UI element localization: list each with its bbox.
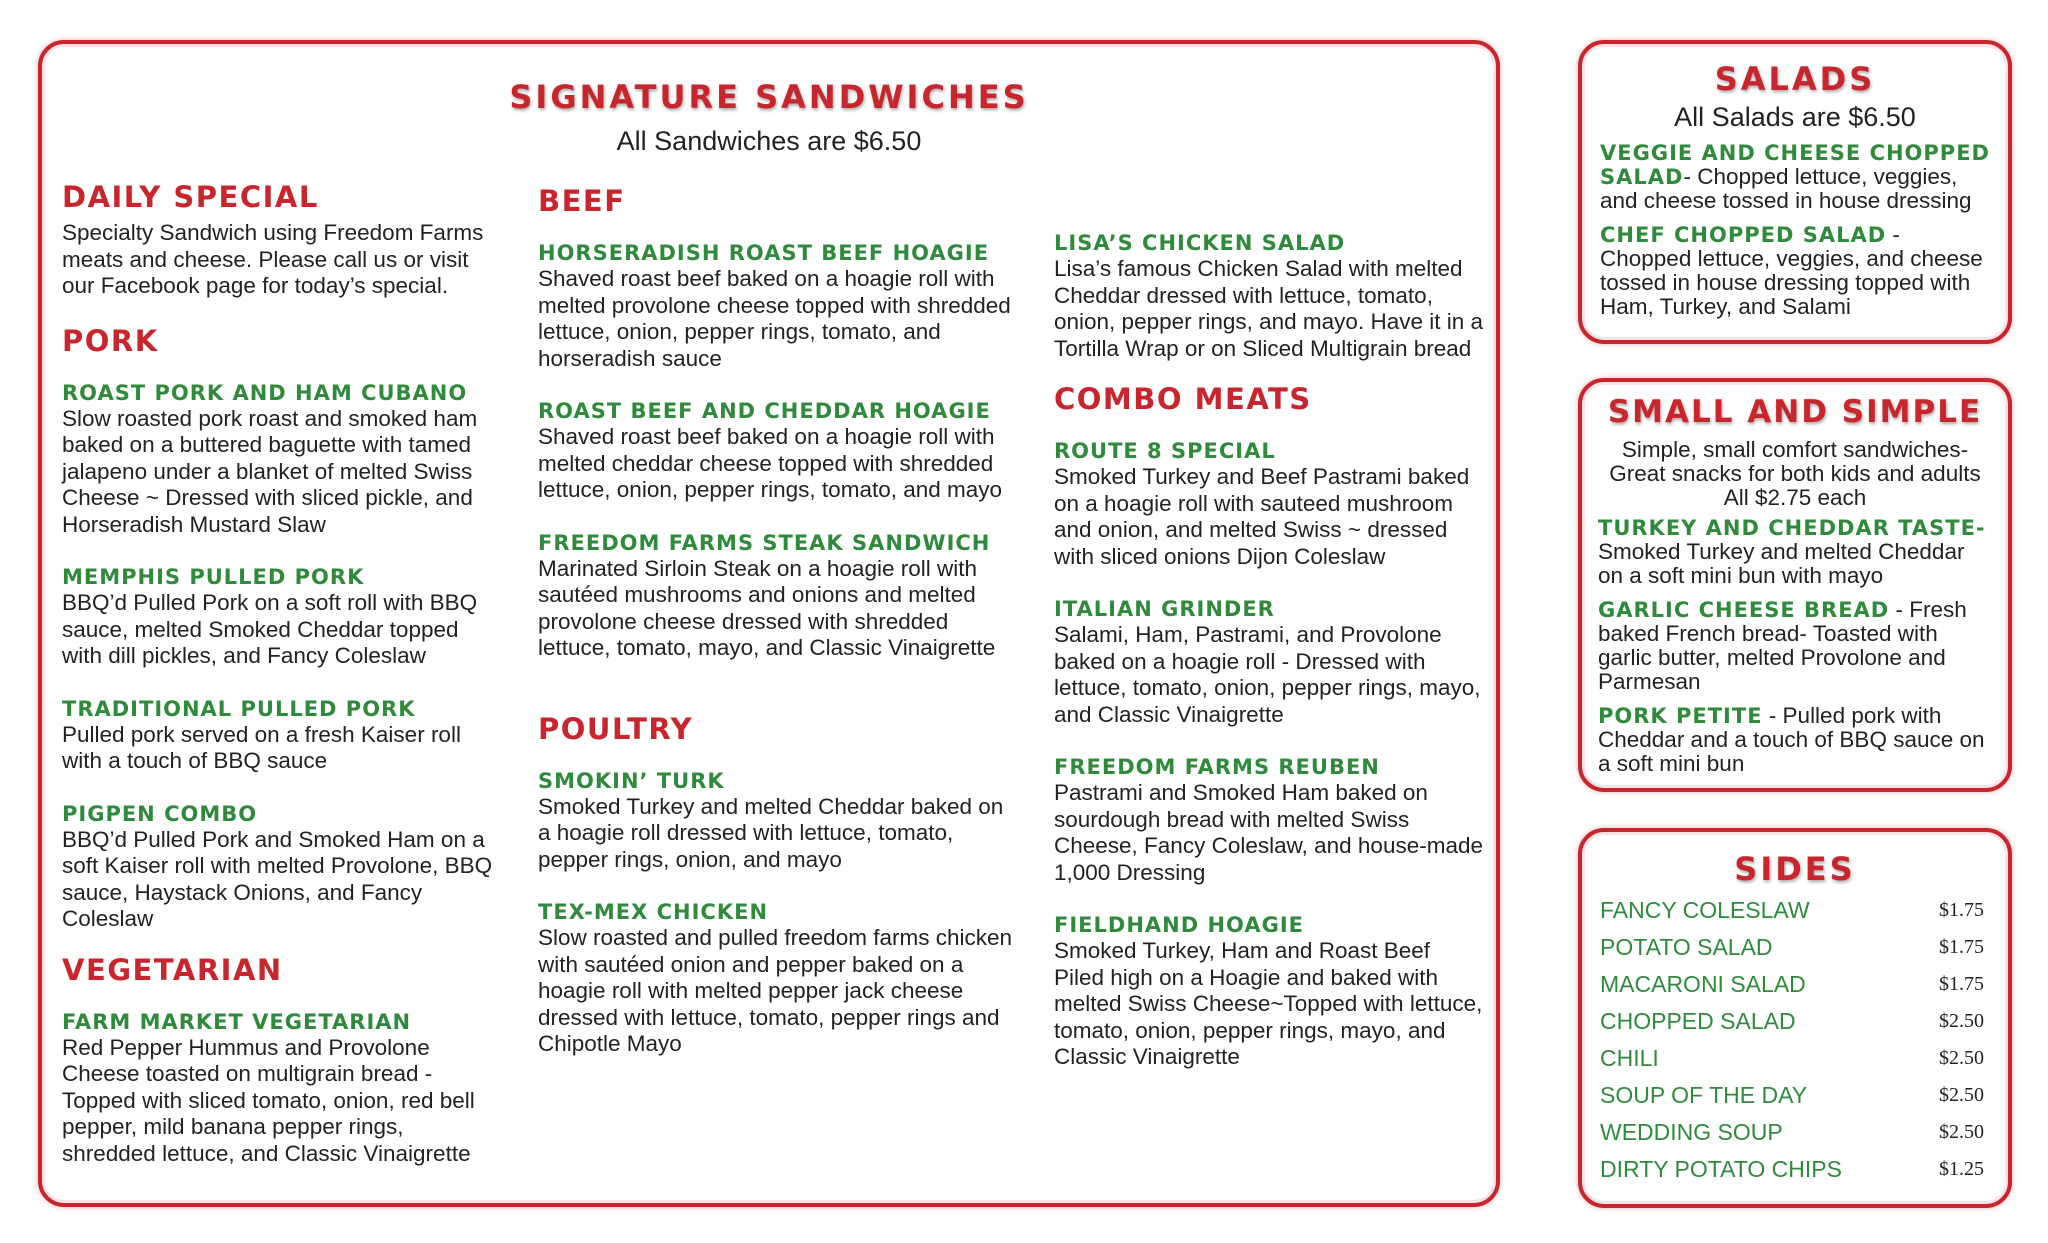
- small-item: [1598, 704, 1994, 776]
- menu-item-desc: Shaved roast beef baked on a hoagie roll with melted cheddar cheese topped with shredded lettuce, onion, pepper rings, tomato, and mayo: [538, 424, 1003, 502]
- salad-item-desc: - Chopped lettuce, veggies, and cheese tossed in house dressing: [1600, 164, 1972, 213]
- category-pork: PORK: [62, 323, 159, 358]
- menu-item-name: ROAST BEEF AND CHEDDAR HOAGIE: [538, 399, 991, 423]
- menu-item-name: ROUTE 8 SPECIAL: [1054, 439, 1276, 463]
- menu-item-desc: BBQ’d Pulled Pork on a soft roll with BBQ sauce, melted Smoked Cheddar topped with dill pickles, and Fancy Coleslaw: [62, 590, 478, 668]
- menu-item: [62, 564, 502, 670]
- menu-item-desc: Specialty Sandwich using Freedom Farms meats and cheese. Please call us or visit our Facebook page for today’s special.: [62, 220, 484, 298]
- menu-item-name: LISA’S CHICKEN SALAD: [1054, 231, 1346, 255]
- category-daily-special: DAILY SPECIAL: [62, 180, 319, 214]
- side-price: $2.50: [1939, 1010, 1984, 1032]
- menu-item: [62, 801, 502, 933]
- menu-item-name: ITALIAN GRINDER: [1054, 597, 1275, 621]
- menu-item-desc: Smoked Turkey and Beef Pastrami baked on a hoagie roll with sauteed mushroom and onion, and melted Swiss ~ dressed with sliced onions Dijon Coleslaw: [1054, 464, 1470, 569]
- side-price: $2.50: [1939, 1121, 1984, 1143]
- small-item: [1598, 516, 1994, 588]
- menu-item-name: FREEDOM FARMS STEAK SANDWICH: [538, 530, 991, 555]
- side-row: [1600, 1040, 1984, 1077]
- small-item-desc: - Pulled pork with Cheddar and a touch of BBQ sauce on a soft mini bun: [1598, 703, 1985, 776]
- side-price: $1.75: [1939, 973, 1984, 995]
- sides-list: [1582, 888, 2008, 1188]
- small-and-simple-panel: [1578, 378, 2012, 792]
- menu-item: [62, 1009, 502, 1168]
- menu-item: [1054, 438, 1484, 570]
- side-price: $2.50: [1939, 1084, 1984, 1106]
- salad-item: [1600, 223, 1992, 319]
- small-item: [1598, 598, 1994, 694]
- menu-item: [1054, 230, 1484, 362]
- category-combo-meats: COMBO MEATS: [1054, 382, 1312, 416]
- menu-item-name: FARM MARKET VEGETARIAN: [62, 1009, 412, 1034]
- side-row: [1600, 1003, 1984, 1040]
- sides-panel: [1578, 828, 2012, 1208]
- side-name: CHILI: [1600, 1045, 1659, 1071]
- menu-item-desc: Red Pepper Hummus and Provolone Cheese toasted on multigrain bread - Topped with sliced tomato, onion, red bell pepper, mild banana pepper rings, shredded lettuce, and Classic Vinaigrette: [62, 1034, 475, 1166]
- category-vegetarian: VEGETARIAN: [62, 952, 283, 987]
- menu-item: [1054, 754, 1484, 886]
- menu-item: [538, 768, 1016, 874]
- side-name: MACARONI SALAD: [1600, 971, 1806, 997]
- side-name: SOUP OF THE DAY: [1600, 1082, 1808, 1108]
- side-row: [1600, 929, 1984, 966]
- menu-column-3: [1054, 230, 1484, 1097]
- menu-item-desc: Marinated Sirloin Steak on a hoagie roll with sautéed mushrooms and onions and melted provolone cheese dressed with shredded lettuce, tomato, mayo, and Classic Vinaigrette: [538, 555, 996, 660]
- menu-item-desc: BBQ’d Pulled Pork and Smoked Ham on a soft Kaiser roll with melted Provolone, BBQ sauce, Haystack Onions, and Fancy Coleslaw: [62, 826, 493, 931]
- side-price: $2.50: [1939, 1047, 1984, 1069]
- menu-item-name: PIGPEN COMBO: [62, 801, 258, 826]
- menu-item-desc: Smoked Turkey, Ham and Roast Beef Piled high on a Hoagie and baked with melted Swiss Cheese~Topped with lettuce, tomato, onion, pepper rings, mayo, and Classic Vinaigrette: [1054, 938, 1483, 1069]
- salad-item-name: VEGGIE AND CHEESE CHOPPED SALAD: [1600, 141, 1990, 189]
- menu-item-name: ROAST PORK AND HAM CUBANO: [62, 380, 468, 405]
- menu-item-desc: Lisa’s famous Chicken Salad with melted Cheddar dressed with lettuce, tomato, onion, pepper rings, and mayo. Have it in a Tortilla Wrap or on Sliced Multigrain bread: [1054, 256, 1484, 361]
- small-and-simple-title: SMALL AND SIMPLE: [1607, 394, 1983, 430]
- side-price: $1.75: [1939, 899, 1984, 921]
- side-row: [1600, 892, 1984, 929]
- side-row: [1600, 1114, 1984, 1151]
- menu-item: [62, 220, 502, 300]
- category-poultry: POULTRY: [538, 711, 694, 746]
- signature-sandwiches-panel: [38, 40, 1500, 1207]
- salad-item-desc: - Chopped lettuce, veggies, and cheese tossed in house dressing topped with Ham, Turkey, and Salami: [1600, 222, 1983, 319]
- menu-item-name: TRADITIONAL PULLED PORK: [62, 696, 416, 721]
- menu-item-name: MEMPHIS PULLED PORK: [62, 565, 365, 589]
- menu-item-name: FREEDOM FARMS REUBEN: [1054, 755, 1380, 779]
- small-and-simple-note: Simple, small comfort sandwiches- Great snacks for both kids and adults All $2.75 each: [1609, 437, 1981, 510]
- small-list: [1582, 516, 2008, 776]
- salad-item-name: CHEF CHOPPED SALAD: [1600, 223, 1887, 247]
- side-name: FANCY COLESLAW: [1600, 897, 1810, 923]
- menu-item-desc: Slow roasted pork roast and smoked ham baked on a buttered baguette with tamed jalapeno under a blanket of melted Swiss Cheese ~ Dressed with sliced pickle, and Horseradish Mustard Slaw: [62, 405, 478, 537]
- menu-item-desc: Salami, Ham, Pastrami, and Provolone baked on a hoagie roll - Dressed with lettuce, tomato, onion, pepper rings, mayo, and Classic Vinaigrette: [1054, 622, 1481, 727]
- side-name: WEDDING SOUP: [1600, 1119, 1783, 1145]
- salad-item: [1600, 141, 1992, 213]
- small-item-desc: Smoked Turkey and melted Cheddar on a soft mini bun with mayo: [1598, 539, 1965, 588]
- menu-item-desc: Slow roasted and pulled freedom farms chicken with sautéed onion and pepper baked on a hoagie roll with melted pepper jack cheese dressed with lettuce, tomato, pepper rings and Chipotle Mayo: [538, 925, 1012, 1056]
- menu-item: [538, 530, 1016, 662]
- menu-item-desc: Shaved roast beef baked on a hoagie roll with melted provolone cheese topped with shredded lettuce, onion, pepper rings, tomato, and horseradish sauce: [538, 266, 1011, 371]
- menu-item: [62, 380, 502, 539]
- menu-item: [538, 899, 1016, 1058]
- sandwiches-price-note: All Sandwiches are $6.50: [616, 126, 922, 156]
- menu-item: [1054, 596, 1484, 728]
- side-price: $1.25: [1939, 1158, 1984, 1180]
- side-price: $1.75: [1939, 936, 1984, 958]
- side-row: [1600, 1151, 1984, 1188]
- menu-item-desc: Pastrami and Smoked Ham baked on sourdough bread with melted Swiss Cheese, Fancy Coleslaw, and house-made 1,000 Dressing: [1054, 780, 1483, 885]
- salads-list: [1582, 141, 2008, 319]
- menu-item-name: SMOKIN’ TURK: [538, 768, 725, 793]
- signature-sandwiches-title: SIGNATURE SANDWICHES: [509, 78, 1029, 116]
- side-row: [1600, 966, 1984, 1003]
- small-item-desc: - Fresh baked French bread- Toasted with garlic butter, melted Provolone and Parmesan: [1598, 597, 1967, 694]
- menu-item-name: FIELDHAND HOAGIE: [1054, 913, 1304, 937]
- small-item-name: TURKEY AND CHEDDAR TASTE-: [1598, 516, 1986, 540]
- salads-panel: [1578, 40, 2012, 344]
- salads-title: SALADS: [1714, 60, 1876, 98]
- menu-item-desc: Pulled pork served on a fresh Kaiser roll with a touch of BBQ sauce: [62, 721, 461, 773]
- side-row: [1600, 1077, 1984, 1114]
- menu-column-2: [538, 184, 1016, 1084]
- salads-price-note: All Salads are $6.50: [1674, 102, 1916, 132]
- menu-column-1: [62, 180, 502, 1193]
- menu-item-desc: Smoked Turkey and melted Cheddar baked on a hoagie roll dressed with lettuce, tomato, pepper rings, onion, and mayo: [538, 793, 1004, 872]
- menu-item: [1054, 912, 1484, 1071]
- menu-item: [538, 240, 1016, 372]
- side-name: CHOPPED SALAD: [1600, 1008, 1796, 1034]
- side-name: POTATO SALAD: [1600, 934, 1773, 960]
- menu-item-name: TEX-MEX CHICKEN: [538, 900, 769, 924]
- menu-item: [62, 696, 502, 775]
- side-name: DIRTY POTATO CHIPS: [1600, 1156, 1842, 1182]
- menu-item-name: HORSERADISH ROAST BEEF HOAGIE: [538, 241, 990, 265]
- small-item-name: GARLIC CHEESE BREAD: [1598, 598, 1890, 622]
- sides-title: SIDES: [1734, 850, 1856, 888]
- small-item-name: PORK PETITE: [1598, 704, 1763, 728]
- category-beef: BEEF: [538, 184, 626, 218]
- menu-item: [538, 398, 1016, 504]
